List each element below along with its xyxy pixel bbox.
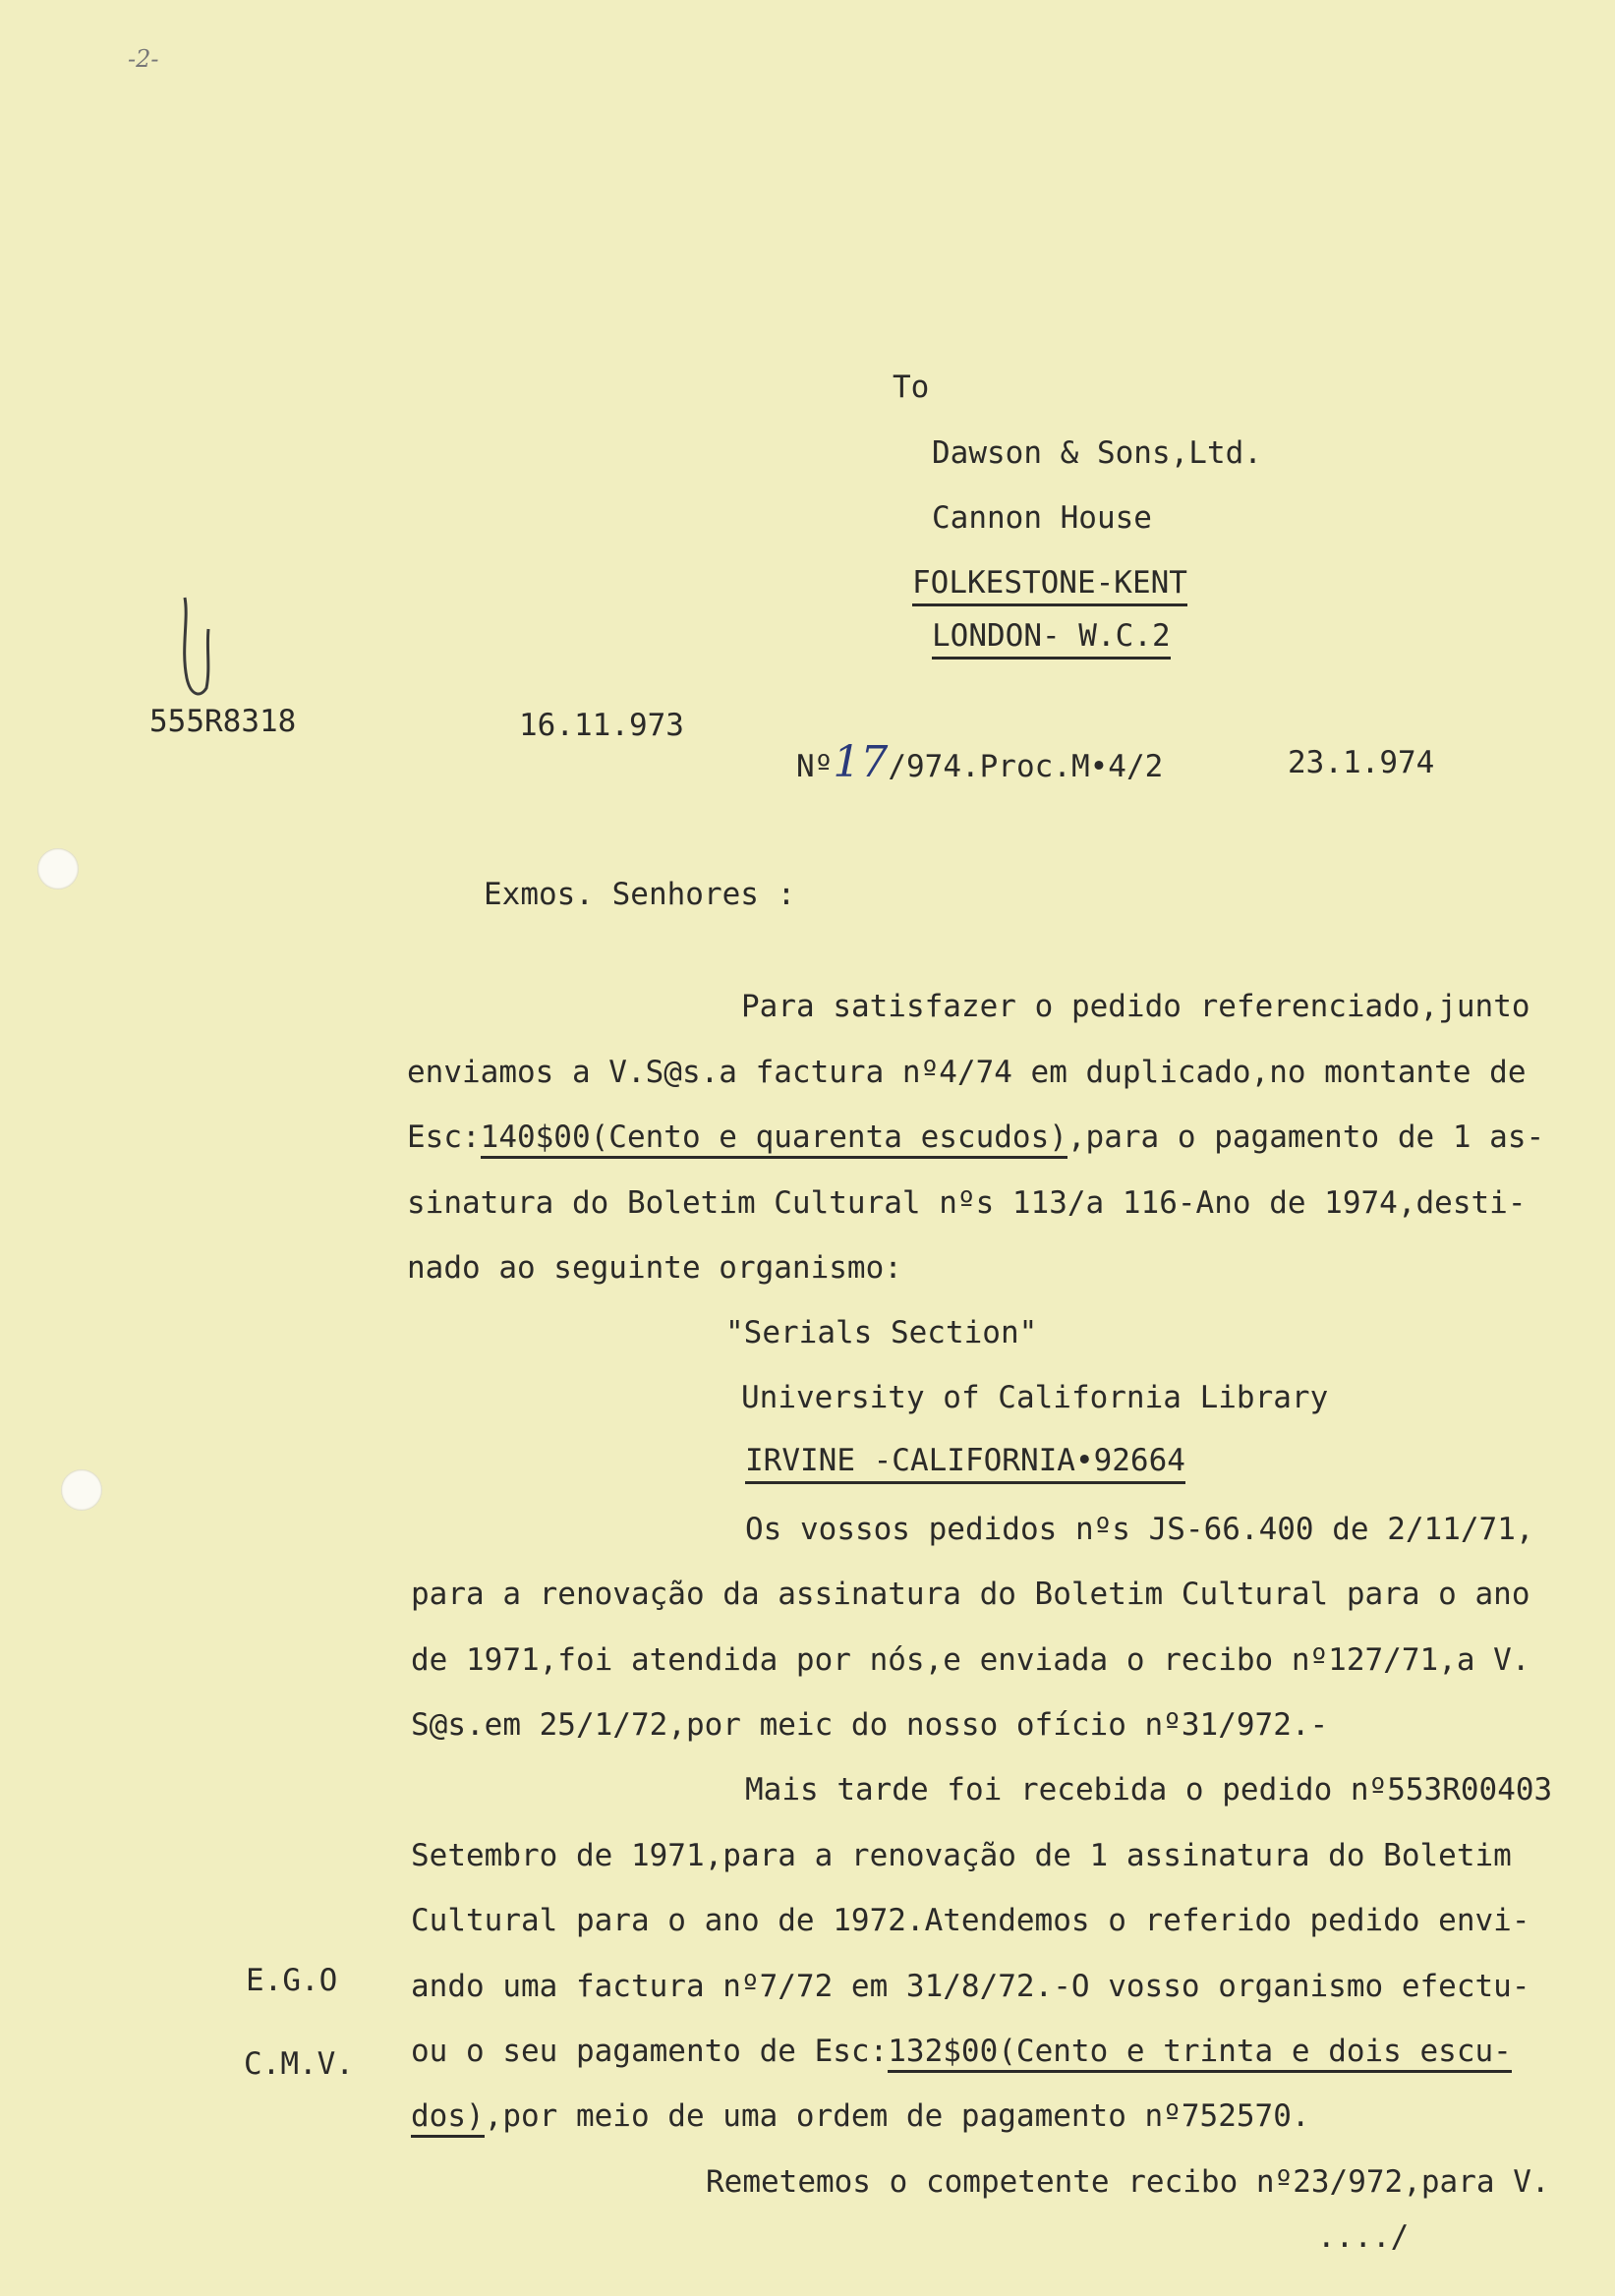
- address-building: Cannon House: [932, 500, 1152, 536]
- letter-date: 23.1.974: [1288, 745, 1435, 780]
- reference-date: 16.11.973: [519, 708, 684, 743]
- para2-line3: de 1971,foi atendida por nós,e enviada o recibo nº127/71,a V.: [411, 1642, 1530, 1678]
- para1-esc-label: Esc:: [407, 1119, 481, 1155]
- para3-line3: Cultural para o ano de 1972.Atendemos o referido pedido envi-: [411, 1903, 1530, 1938]
- corner-page-mark: -2-: [128, 45, 159, 73]
- address-city: FOLKESTONE-KENT: [912, 563, 1187, 606]
- handwritten-check-mark: [167, 590, 226, 708]
- para3-amount-end: dos): [411, 2098, 485, 2138]
- reference-code: 555R8318: [149, 704, 297, 739]
- para3-line6-rest: ,por meio de uma ordem de pagamento nº752570.: [484, 2098, 1310, 2134]
- para3-line4: ando uma factura nº7/72 em 31/8/72.-O vosso organismo efectu-: [411, 1969, 1530, 2004]
- initials-cmv: C.M.V.: [244, 2046, 354, 2082]
- para2-line2: para a renovação da assinatura do Boletim Cultural para o ano: [411, 1577, 1530, 1612]
- address-to: To: [893, 370, 930, 405]
- para1-line3: [407, 1118, 1544, 1157]
- para3-line1: Mais tarde foi recebida o pedido nº553R00403: [745, 1772, 1553, 1808]
- address-postal: LONDON- W.C.2: [932, 616, 1171, 660]
- para1-amount: 140$00(Cento e quarenta escudos): [481, 1119, 1067, 1159]
- para1-line5: nado ao seguinte organismo:: [407, 1250, 902, 1286]
- reference-number-handwritten: 17: [833, 737, 889, 787]
- para3-amount: 132$00(Cento e trinta e dois escu-: [888, 2034, 1512, 2073]
- para1-line4: sinatura do Boletim Cultural nºs 113/a 116-Ano de 1974,desti-: [407, 1185, 1527, 1221]
- org-city: IRVINE -CALIFORNIA•92664: [745, 1441, 1185, 1484]
- para2-line4: S@s.em 25/1/72,por meic do nosso ofício nº31/972.-: [411, 1707, 1329, 1743]
- para4-line1: Remetemos o competente recibo nº23/972,para V.: [706, 2164, 1550, 2200]
- address-company: Dawson & Sons,Ltd.: [932, 435, 1262, 471]
- continuation-mark: ..../: [1317, 2219, 1410, 2255]
- punch-hole-top: [37, 848, 79, 890]
- initials-ego: E.G.O: [246, 1963, 338, 1998]
- para3-line6: [411, 2096, 1310, 2136]
- punch-hole-bottom: [61, 1469, 102, 1511]
- salutation: Exmos. Senhores :: [484, 877, 796, 912]
- para3-line5: [411, 2032, 1512, 2071]
- para2-line1: Os vossos pedidos nºs JS-66.400 de 2/11/71,: [745, 1512, 1534, 1547]
- reference-number-prefix: Nº: [796, 749, 834, 784]
- para1-line3-rest: ,para o pagamento de 1 as-: [1067, 1119, 1545, 1155]
- para1-line2: enviamos a V.S@s.a factura nº4/74 em duplicado,no montante de: [407, 1055, 1527, 1090]
- para3-line5-start: ou o seu pagamento de Esc:: [411, 2034, 889, 2069]
- org-section: "Serials Section": [725, 1315, 1038, 1350]
- reference-number: [796, 737, 1164, 787]
- org-library: University of California Library: [741, 1380, 1329, 1415]
- para1-line1: Para satisfazer o pedido referenciado,junto: [741, 989, 1530, 1024]
- para3-line2: Setembro de 1971,para a renovação de 1 assinatura do Boletim: [411, 1838, 1512, 1873]
- reference-number-suffix: /974.Proc.M•4/2: [888, 749, 1164, 784]
